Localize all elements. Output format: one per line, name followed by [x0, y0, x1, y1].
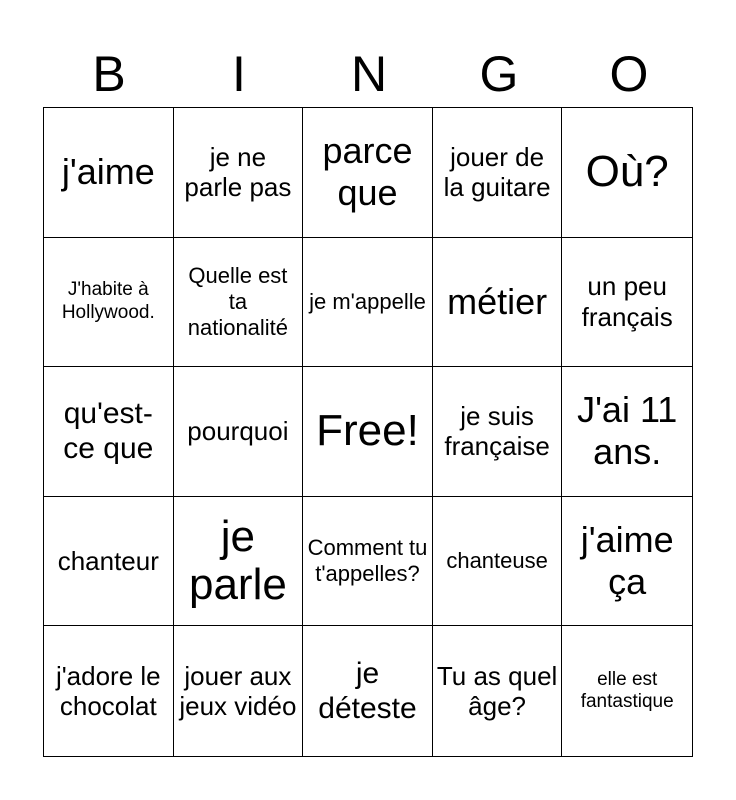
bingo-cell[interactable]: je m'appelle	[303, 238, 433, 368]
bingo-header	[44, 40, 694, 108]
bingo-cell[interactable]: je ne parle pas	[174, 108, 304, 238]
bingo-cell[interactable]: elle est fantastique	[580, 668, 674, 713]
bingo-cell[interactable]: je suis française	[433, 367, 563, 497]
header-letter-g: G	[479, 46, 519, 102]
bingo-cell[interactable]: jouer aux jeux vidéo	[174, 626, 304, 756]
bingo-cell[interactable]: chanteur	[44, 497, 174, 627]
bingo-cell[interactable]: métier	[433, 238, 563, 368]
bingo-cell[interactable]: parce que	[303, 108, 433, 238]
bingo-cell[interactable]: je parle	[174, 497, 304, 627]
bingo-cell[interactable]: Où?	[562, 108, 692, 238]
bingo-cell[interactable]: Quelle est ta nationalité	[174, 238, 304, 368]
bingo-cell[interactable]: je déteste	[303, 626, 433, 756]
bingo-cell[interactable]: un peu français	[562, 238, 692, 368]
bingo-cell[interactable]: J'ai 11 ans.	[562, 367, 692, 497]
bingo-cell[interactable]: j'aime ça	[562, 497, 692, 627]
bingo-cell[interactable]: jouer de la guitare	[433, 108, 563, 238]
bingo-cell[interactable]: j'adore le chocolat	[44, 626, 174, 756]
bingo-cell[interactable]: pourquoi	[174, 367, 304, 497]
bingo-cell[interactable]: J'habite à Hollywood.	[44, 238, 174, 368]
bingo-cell[interactable]: Tu as quel âge?	[433, 626, 563, 756]
header-letter-n: N	[350, 46, 388, 102]
header-letter-o: O	[609, 46, 649, 102]
bingo-board	[43, 107, 693, 757]
bingo-cell-free[interactable]: Free!	[303, 367, 433, 497]
bingo-cell[interactable]: Comment tu t'appelles?	[303, 497, 433, 627]
header-letter-b: B	[92, 46, 126, 102]
bingo-cell[interactable]: qu'est-ce que	[44, 367, 174, 497]
header-letter-i: I	[232, 46, 246, 102]
bingo-cell[interactable]: chanteuse	[433, 497, 563, 627]
bingo-cell[interactable]: j'aime	[44, 108, 174, 238]
